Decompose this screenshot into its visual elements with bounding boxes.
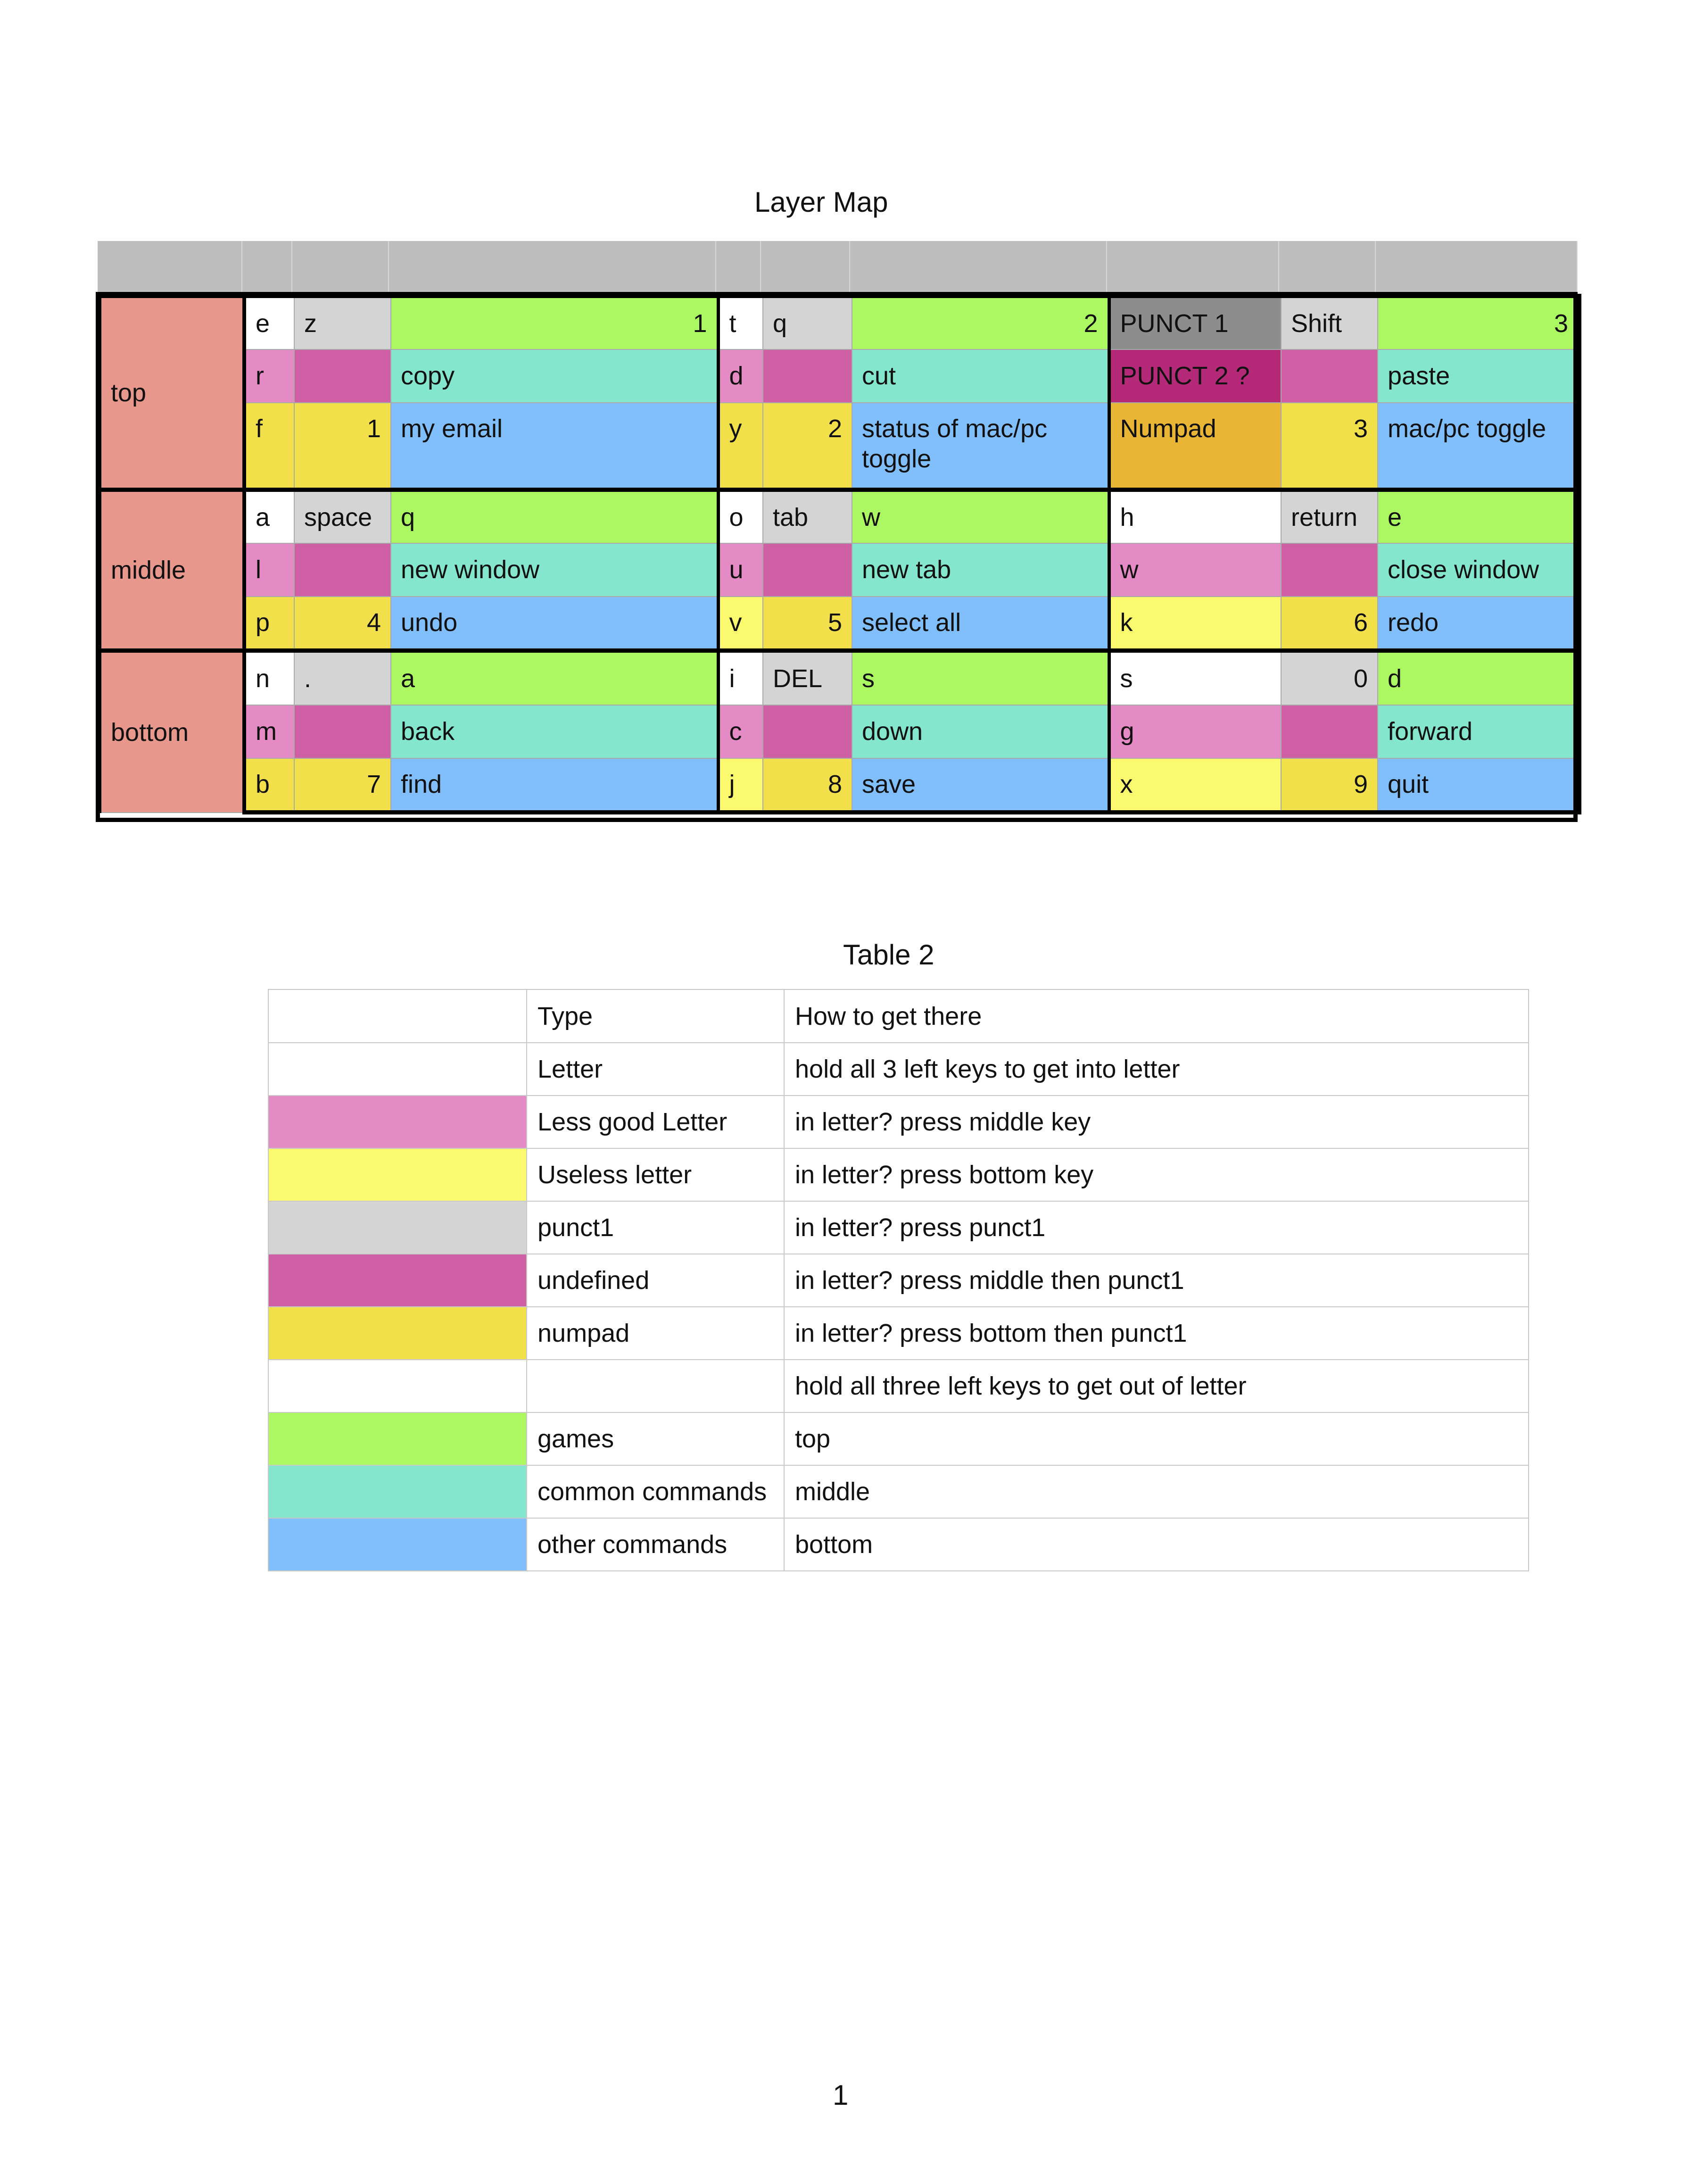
key-cell xyxy=(294,543,391,597)
key-cell: i xyxy=(718,651,763,705)
key-cell: . xyxy=(294,651,391,705)
legend-type: punct1 xyxy=(527,1201,784,1254)
layer-map-row xyxy=(99,651,1579,705)
key-cell xyxy=(294,705,391,758)
key-cell: forward xyxy=(1378,705,1579,758)
legend-type: Letter xyxy=(527,1043,784,1096)
legend-row xyxy=(268,1254,1529,1307)
key-cell xyxy=(1281,543,1378,597)
key-cell: h xyxy=(1109,490,1281,543)
legend-type: undefined xyxy=(527,1254,784,1307)
key-cell: f xyxy=(244,403,294,490)
key-cell: select all xyxy=(852,597,1109,651)
legend-row xyxy=(268,1360,1529,1412)
header-cell xyxy=(1279,241,1376,292)
key-cell: redo xyxy=(1378,597,1579,651)
legend-color-swatch xyxy=(268,1201,527,1254)
key-cell: PUNCT 1 xyxy=(1109,296,1281,349)
key-cell: d xyxy=(1378,651,1579,705)
header-cell xyxy=(1376,241,1578,292)
key-cell xyxy=(1281,349,1378,403)
key-cell: e xyxy=(244,296,294,349)
key-cell: undo xyxy=(391,597,718,651)
key-cell: copy xyxy=(391,349,718,403)
page-number: 1 xyxy=(833,2079,849,2111)
key-cell xyxy=(763,543,852,597)
layer-map-row xyxy=(99,705,1579,758)
legend-how: in letter? press bottom then punct1 xyxy=(784,1307,1529,1360)
layer-map-title: Layer Map xyxy=(754,186,888,218)
layer-label-top: top xyxy=(99,296,244,490)
key-cell: 2 xyxy=(852,296,1109,349)
key-cell: mac/pc toggle xyxy=(1378,403,1579,490)
key-cell: 3 xyxy=(1281,403,1378,490)
key-cell: 4 xyxy=(294,597,391,651)
key-cell: find xyxy=(391,758,718,813)
key-cell: space xyxy=(294,490,391,543)
legend-color-swatch xyxy=(268,1043,527,1096)
legend-color-swatch xyxy=(268,1360,527,1412)
key-cell xyxy=(763,349,852,403)
key-cell: j xyxy=(718,758,763,813)
legend-row xyxy=(268,1412,1529,1465)
key-cell: p xyxy=(244,597,294,651)
legend-how: in letter? press middle then punct1 xyxy=(784,1254,1529,1307)
legend-how: hold all 3 left keys to get into letter xyxy=(784,1043,1529,1096)
legend-how: top xyxy=(784,1412,1529,1465)
key-cell: x xyxy=(1109,758,1281,813)
key-cell: 9 xyxy=(1281,758,1378,813)
key-cell: new window xyxy=(391,543,718,597)
key-cell: 7 xyxy=(294,758,391,813)
layer-map-header-row xyxy=(98,241,1578,292)
key-cell: s xyxy=(852,651,1109,705)
key-cell: PUNCT 2 ? xyxy=(1109,349,1281,403)
legend-header-row xyxy=(268,989,1529,1043)
key-cell: z xyxy=(294,296,391,349)
key-cell: 0 xyxy=(1281,651,1378,705)
key-cell: a xyxy=(244,490,294,543)
key-cell: y xyxy=(718,403,763,490)
key-cell: paste xyxy=(1378,349,1579,403)
layer-map-row xyxy=(99,543,1579,597)
legend-header-type: Type xyxy=(527,989,784,1043)
legend-row xyxy=(268,1043,1529,1096)
legend-color-swatch xyxy=(268,1307,527,1360)
legend-row xyxy=(268,1307,1529,1360)
key-cell: down xyxy=(852,705,1109,758)
key-cell: a xyxy=(391,651,718,705)
key-cell: 6 xyxy=(1281,597,1378,651)
legend-color-swatch xyxy=(268,1254,527,1307)
key-cell: save xyxy=(852,758,1109,813)
key-cell: 5 xyxy=(763,597,852,651)
legend-table xyxy=(268,989,1529,1571)
legend-header-how: How to get there xyxy=(784,989,1529,1043)
key-cell: l xyxy=(244,543,294,597)
header-cell xyxy=(98,241,242,292)
key-cell: q xyxy=(763,296,852,349)
layer-label-middle: middle xyxy=(99,490,244,651)
legend-row xyxy=(268,1201,1529,1254)
header-cell xyxy=(761,241,850,292)
legend-row xyxy=(268,1465,1529,1518)
layer-map-row xyxy=(99,403,1579,490)
layer-map-row xyxy=(99,758,1579,813)
legend-type: Useless letter xyxy=(527,1148,784,1201)
layer-map-row xyxy=(99,597,1579,651)
key-cell: o xyxy=(718,490,763,543)
header-cell xyxy=(1107,241,1279,292)
key-cell: w xyxy=(1109,543,1281,597)
key-cell xyxy=(763,705,852,758)
key-cell: m xyxy=(244,705,294,758)
key-cell: return xyxy=(1281,490,1378,543)
key-cell: d xyxy=(718,349,763,403)
key-cell: 1 xyxy=(391,296,718,349)
key-cell: 3 xyxy=(1378,296,1579,349)
legend-type: games xyxy=(527,1412,784,1465)
key-cell: back xyxy=(391,705,718,758)
layer-map-row xyxy=(99,490,1579,543)
header-cell xyxy=(292,241,389,292)
key-cell: b xyxy=(244,758,294,813)
layer-label-bottom: bottom xyxy=(99,651,244,813)
key-cell xyxy=(294,349,391,403)
legend-color-swatch xyxy=(268,1518,527,1571)
header-cell xyxy=(242,241,292,292)
legend-how: bottom xyxy=(784,1518,1529,1571)
key-cell: v xyxy=(718,597,763,651)
key-cell: DEL xyxy=(763,651,852,705)
legend-type: common commands xyxy=(527,1465,784,1518)
key-cell: q xyxy=(391,490,718,543)
legend-type: numpad xyxy=(527,1307,784,1360)
key-cell: 1 xyxy=(294,403,391,490)
key-cell: close window xyxy=(1378,543,1579,597)
legend-type: Less good Letter xyxy=(527,1096,784,1148)
legend-type: other commands xyxy=(527,1518,784,1571)
key-cell: cut xyxy=(852,349,1109,403)
header-cell xyxy=(716,241,761,292)
legend-color-swatch xyxy=(268,1096,527,1148)
legend-how: hold all three left keys to get out of letter xyxy=(784,1360,1529,1412)
key-cell: n xyxy=(244,651,294,705)
legend-row xyxy=(268,1518,1529,1571)
legend-how: middle xyxy=(784,1465,1529,1518)
legend-header-blank xyxy=(268,989,527,1043)
legend-color-swatch xyxy=(268,1148,527,1201)
layer-map-table xyxy=(98,294,1581,814)
header-cell xyxy=(389,241,716,292)
header-cell xyxy=(850,241,1107,292)
legend-row xyxy=(268,1148,1529,1201)
key-cell: my email xyxy=(391,403,718,490)
key-cell: Numpad xyxy=(1109,403,1281,490)
key-cell: g xyxy=(1109,705,1281,758)
key-cell: 2 xyxy=(763,403,852,490)
layer-map-row xyxy=(99,296,1579,349)
key-cell: c xyxy=(718,705,763,758)
legend-how: in letter? press middle key xyxy=(784,1096,1529,1148)
key-cell: 8 xyxy=(763,758,852,813)
key-cell: tab xyxy=(763,490,852,543)
legend-title: Table 2 xyxy=(843,939,934,971)
key-cell: e xyxy=(1378,490,1579,543)
key-cell: u xyxy=(718,543,763,597)
key-cell: Shift xyxy=(1281,296,1378,349)
key-cell: new tab xyxy=(852,543,1109,597)
legend-how: in letter? press punct1 xyxy=(784,1201,1529,1254)
legend-row xyxy=(268,1096,1529,1148)
layer-map-row xyxy=(99,349,1579,403)
legend-color-swatch xyxy=(268,1412,527,1465)
key-cell: s xyxy=(1109,651,1281,705)
key-cell: status of mac/pc toggle xyxy=(852,403,1109,490)
key-cell: r xyxy=(244,349,294,403)
legend-color-swatch xyxy=(268,1465,527,1518)
key-cell: t xyxy=(718,296,763,349)
key-cell xyxy=(1281,705,1378,758)
key-cell: w xyxy=(852,490,1109,543)
key-cell: k xyxy=(1109,597,1281,651)
key-cell: quit xyxy=(1378,758,1579,813)
legend-type xyxy=(527,1360,784,1412)
legend-how: in letter? press bottom key xyxy=(784,1148,1529,1201)
